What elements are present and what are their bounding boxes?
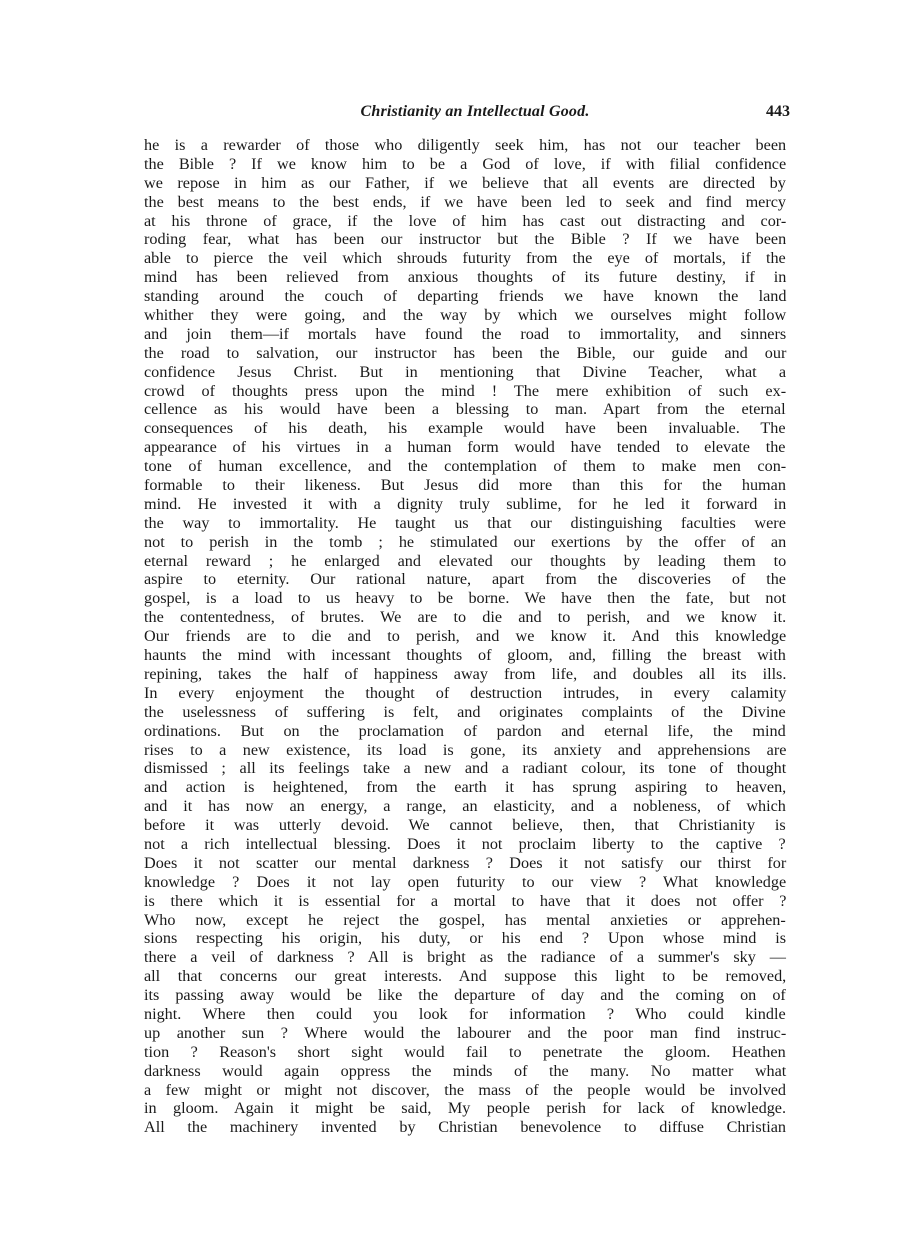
- text-line: there a veil of darkness ? All is bright as the radiance of a summer's sky —: [144, 948, 786, 967]
- text-line: all that concerns our great interests. And suppose this light to be removed,: [144, 967, 787, 986]
- text-line: dismissed ; all its feelings take a new and a radiant colour, its tone of thought: [144, 759, 787, 778]
- text-line: In every enjoyment the thought of destruction intrudes, in every calamity: [144, 683, 787, 702]
- text-line: Who now, except he reject the gospel, has mental anxieties or apprehen-: [144, 910, 786, 929]
- text-line: crowd of thoughts press upon the mind ! The mere exhibition of such ex-: [144, 381, 787, 400]
- text-line: haunts the mind with incessant thoughts of gloom, and, filling the breast with: [144, 646, 786, 665]
- text-line: able to pierce the veil which shrouds futurity from the eye of mortals, if the: [144, 249, 786, 268]
- text-line: ordinations. But on the proclamation of pardon and eternal life, the mind: [144, 721, 786, 740]
- text-line: formable to their likeness. But Jesus did more than this for the human: [144, 476, 786, 495]
- text-line: appearance of his virtues in a human form would have tended to elevate the: [144, 438, 786, 457]
- text-line: up another sun ? Where would the labourer and the poor man find instruc-: [144, 1023, 787, 1042]
- text-line: the best means to the best ends, if we have been led to seek and find mercy: [144, 192, 787, 211]
- text-line: Does it not scatter our mental darkness ? Does it not satisfy our thirst for: [144, 853, 787, 872]
- text-line: darkness would again oppress the minds of the many. No matter what: [144, 1061, 787, 1080]
- text-line: tone of human excellence, and the contemplation of them to make men con-: [144, 457, 787, 476]
- text-line: confidence Jesus Christ. But in mentioning that Divine Teacher, what a: [144, 362, 787, 381]
- text-line: its passing away would be like the departure of day and the coming on of: [144, 986, 786, 1005]
- text-line: in gloom. Again it might be said, My people perish for lack of knowledge.: [144, 1099, 787, 1118]
- page-number: 443: [766, 103, 790, 120]
- text-line: the Bible ? If we know him to be a God of love, if with filial confidence: [144, 154, 787, 173]
- text-line: night. Where then could you look for information ? Who could kindle: [144, 1004, 786, 1023]
- text-line: and it has now an energy, a range, an elasticity, and a nobleness, of which: [144, 797, 786, 816]
- text-line: whither they were going, and the way by which we ourselves might follow: [144, 306, 787, 325]
- text-line: not a rich intellectual blessing. Does it not proclaim liberty to the captive ?: [144, 834, 786, 853]
- text-line: Our friends are to die and to perish, and we know it. And this knowledge: [144, 627, 787, 646]
- text-line: roding fear, what has been our instructor but the Bible ? If we have been: [144, 230, 787, 249]
- text-line: knowledge ? Does it not lay open futurity to our view ? What knowledge: [144, 872, 787, 891]
- text-line: mind. He invested it with a dignity truly sublime, for he led it forward in: [144, 494, 787, 513]
- text-line: and action is heightened, from the earth it has sprung aspiring to heaven,: [144, 778, 787, 797]
- text-line: tion ? Reason's short sight would fail to penetrate the gloom. Heathen: [144, 1042, 786, 1061]
- text-line: sions respecting his origin, his duty, or his end ? Upon whose mind is: [144, 929, 787, 948]
- running-title: Christianity an Intellectual Good.: [360, 103, 590, 120]
- text-line: and join them—if mortals have found the road to immortality, and sinners: [144, 324, 787, 343]
- text-line: before it was utterly devoid. We cannot believe, then, that Christianity is: [144, 816, 786, 835]
- text-line: at his throne of grace, if the love of him has cast out distracting and cor-: [144, 211, 787, 230]
- text-line: a few might or might not discover, the mass of the people would be involved: [144, 1080, 787, 1099]
- text-line: gospel, is a load to us heavy to be borne. We have then the fate, but not: [144, 589, 787, 608]
- text-line: All the machinery invented by Christian benevolence to diffuse Christian: [144, 1118, 786, 1137]
- text-line: cellence as his would have been a blessing to man. Apart from the eternal: [144, 400, 786, 419]
- text-line: repining, takes the half of happiness away from life, and doubles all its ills.: [144, 664, 787, 683]
- text-line: the uselessness of suffering is felt, and originates complaints of the Divine: [144, 702, 786, 721]
- text-line: we repose in him as our Father, if we believe that all events are directed by: [144, 173, 786, 192]
- text-line: the contentedness, of brutes. We are to die and to perish, and we know it.: [144, 608, 787, 627]
- text-line: not to perish in the tomb ; he stimulated our exertions by the offer of an: [144, 532, 787, 551]
- text-line: is there which it is essential for a mortal to have that it does not offer ?: [144, 891, 787, 910]
- text-line: the way to immortality. He taught us that our distinguishing faculties were: [144, 513, 786, 532]
- text-line: eternal reward ; he enlarged and elevated our thoughts by leading them to: [144, 551, 787, 570]
- text-line: he is a rewarder of those who diligently seek him, has not our teacher been: [144, 136, 787, 154]
- text-line: mind has been relieved from anxious thoughts of its future destiny, if in: [144, 268, 787, 287]
- text-line: consequences of his death, his example would have been invaluable. The: [144, 419, 786, 438]
- body-text: [144, 136, 786, 1137]
- running-head: [144, 103, 790, 125]
- text-line: standing around the couch of departing friends we have known the land: [144, 287, 787, 306]
- text-line: the road to salvation, our instructor has been the Bible, our guide and our: [144, 343, 787, 362]
- text-line: aspire to eternity. Our rational nature, apart from the discoveries of the: [144, 570, 786, 589]
- text-line: rises to a new existence, its load is gone, its anxiety and apprehensions are: [144, 740, 787, 759]
